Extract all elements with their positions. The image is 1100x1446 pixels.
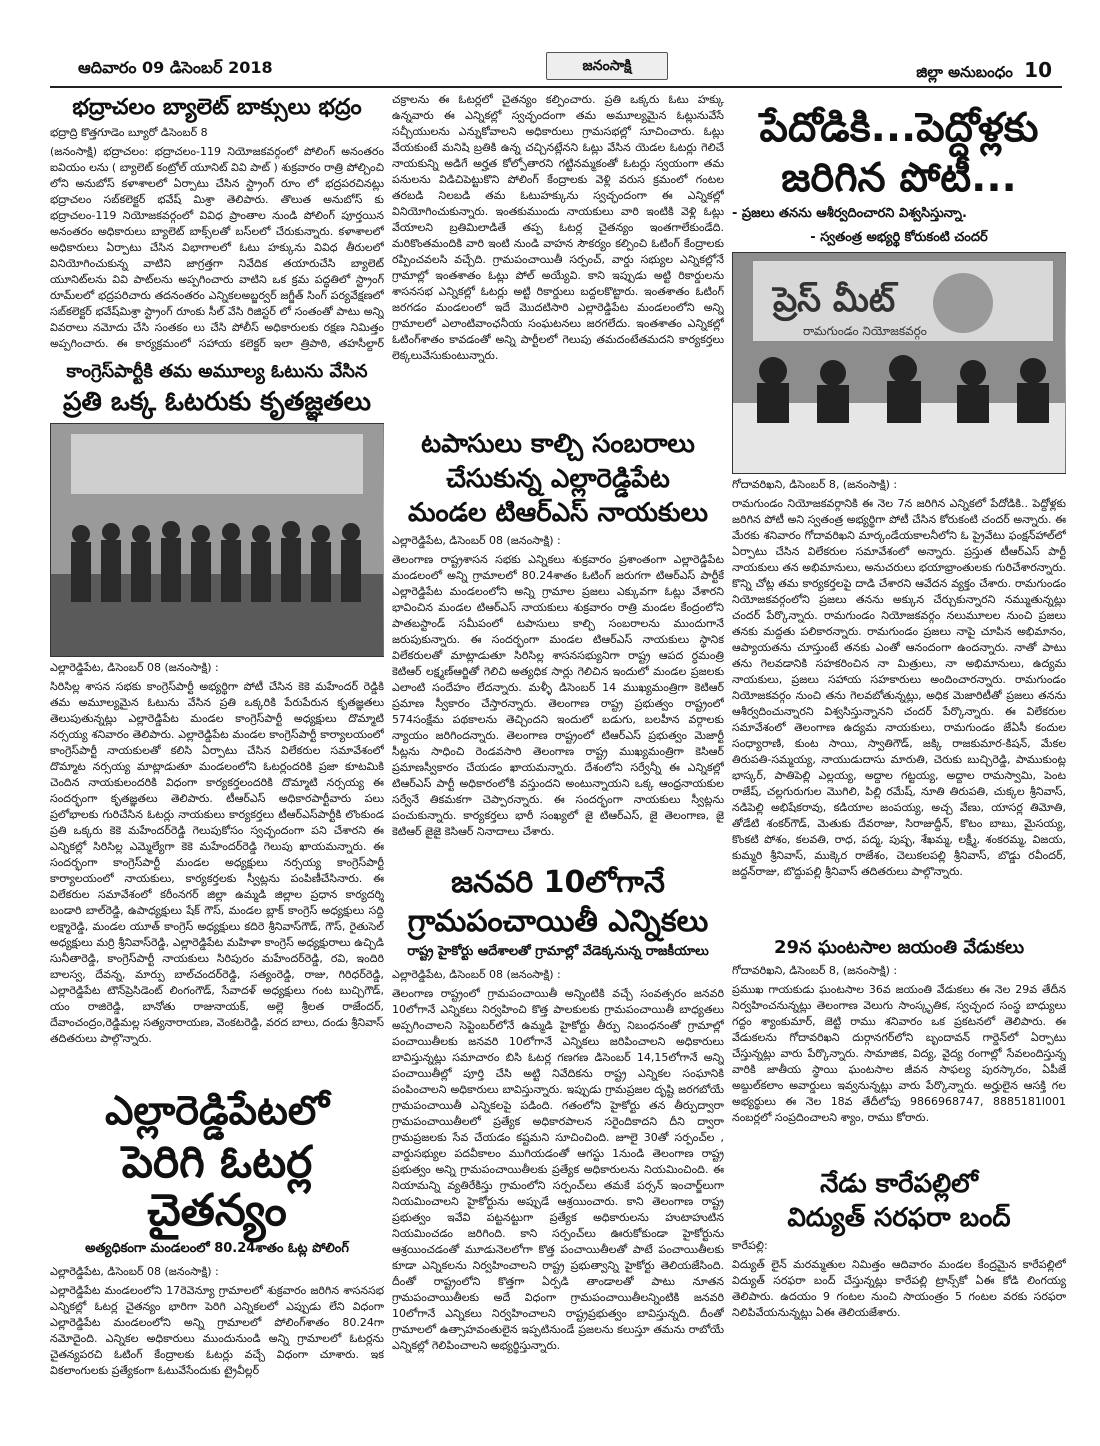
headline-crackers-2: చేసుకున్న ఎల్లారెడ్డిపేట [446,463,670,494]
banner-text: ప్రెస్ మీట్ [773,280,896,320]
pull-quote: - ప్రజలు తనను ఆశీర్వదించారని విశ్వసిస్తున్నా. [732,206,967,221]
kicker: కాంగ్రెస్‌పార్టీకి తమ అమూల్య ఓటును వేసిన [66,361,368,383]
article-body: విద్యుత్ లైన్ మరమ్మతుల నిమిత్తం ఆదివారం మండల కేంద్రమైన కారేపల్లిలో విద్యుత్ సరఫరా బంద్ చేస్తున్నట్లు కారేపల్లి ట్రాన్స్‌కో ఏఈ కోడి లింగయ్య తెలిపారు. ఉదయం 9 గంటల నుంచి సాయంత్రం 5 గంటల వరకు సరఫరా నిలిపివేయనున్నట్లు ఏఈ తెలియజేశారు. [732,1257,1066,1319]
photo-congress-group [50,423,384,657]
photo-press-meet [732,252,1066,474]
dateline: కారేపల్లి: [732,1238,768,1252]
article-body: ప్రముఖ గాయకుడు ఘంటసాల 36వ జయంతి వేడుకలు ఈ నెల 29వ తేదీన నిర్వహించనున్నట్లు తెలంగాణ వెలుగు సాంస్కృతిక, స్వచ్ఛంద సంస్థ బాధ్యులు గద్దం శ్యాంకుమార్, జెట్టి రాము శనివారం ఒక ప్రకటనలో తెలిపారు. ఈ వేడుకలను గోదావరిఖని దుర్గానగర్‌లోని బృందావన్ గార్డెన్‌లో ఏర్పాటు చేస్తున్నట్లు వారు పేర్కొన్నారు. సామాజిక, విద్య, వైద్య రంగాల్లో సేవలందిస్తున్న వారికి జాతీయ స్థాయి ఘంటసాల జీవన సాఫల్య పురస్కారం, ఏపీజే అబ్దుల్‌కలాం అవార్డులు ఇవ్వనున్నట్లు వారు పేర్కొన్నారు. అర్హులైన ఆసక్తి గల అభ్యర్థులు ఈ నెల 18వ తేదీలోపు 9866968747, 8885181l001 నంబర్లలో సంప్రదించాలని శ్యాం, రాము కోరారు. [732,982,1066,1124]
headline-voter-awareness: పెరిగి ఓటర్ల చైతన్యం [121,1136,313,1236]
subheadline: అత్యధికంగా మండలంలో 80.24శాతం ఓట్ల పోలింగ్ [85,1241,349,1257]
headline-ghantasala: 29న ఘంటసాల జయంతి వేడుకలు [773,937,1025,958]
headline-power-cut-2: విద్యుత్ సరఫరా బంద్ [787,1203,1011,1234]
headline-panchayat-elections: గ్రామపంచాయితీ ఎన్నికలు [407,903,709,939]
dateline: గోదావరిఖని, డిసెంబర్ 8, (జనంసాక్షి) : [732,963,898,977]
headline-poor-vs-rich-2: జరిగిన పోటీ... [781,155,1017,201]
headline-power-cut-1: నేడు కారేపల్లిలో [820,1168,978,1199]
dateline: గోదావరిఖని, డిసెంబర్ 8, (జనంసాక్షి) : [732,478,898,491]
headline-poor-vs-rich-1: పేదోడికి...పెద్దోళ్లకు [759,105,1039,151]
issue-date: ఆదివారం 09 డిసెంబర్ 2018 [78,58,273,77]
section-name: జిల్లా అనుబంధం [916,63,1013,81]
dateline: ఎల్లారెడ్డిపేట, డిసెంబర్ 08 (జనంసాక్షి) : [50,1265,219,1279]
article-body: రామగుండం నియోజకవర్గానికి ఈ నెల 7న జరిగిన ఎన్నికలో పేదోడికి.. పెద్దోళ్లకు జరిగిన పోటీ అని స్వతంత్ర అభ్యర్థిగా పోటీ చేసిన కోరుకంటి చందర్ అన్నారు. ఈ మేరకు శనివారం గోదావరిఖని మార్కండేయకాలనీలోని ఓ ప్రైవేటు ఫంక్షన్‌హాల్‌లో ఏర్పాటు చేసిన విలేకరుల సమావేశంలో అన్నారు. ప్రస్తుత టీఆర్‌ఎస్ పార్టీ నాయకులు తన అభిమానులు, అనుచరులు భయాభ్రాంతులకు గురిచేశారన్నారు. కొన్ని చోట్ల తమ కార్యకర్తలపై దాడి చేశారని ఆవేదన వ్యక్తం చేశారు. రామగుండం నియోజకవర్గంలోని ప్రజలు తనను అక్కున చేర్చుకున్నారని నమ్ముతున్నట్లు చందర్ పేర్కొన్నారు. రామగుండం నియోజకవర్గం నలుమూలల నుంచి ప్రజలు తనకు మద్దతు పలికారన్నారు. రామగుండం ప్రజలు నాపై చూపిన అభిమానం, ఆప్యాయతను చూస్తుంటే తనకు ఎంతో ఆనందంగా ఉందన్నారు. నాతో పాటు తను గెలవడానికి సహకరించిన నా మిత్రులు, నా అభిమానులు, ఉద్యమ నాయకులు, ప్రజలు సహాయ సహకారులు అందించారన్నారు. రామగుండం నియోజకవర్గం నుంచి తను గెలవబోతున్నట్లు, అధిక మెజారిటీతో ప్రజలు తనను ఆశీర్వదించున్నారని విశ్వసిస్తున్నానని చందర్ పేర్కొన్నారు. ఈ విలేకరుల సమావేశంలో తెలంగాణ ఉద్యమ నాయకులు, రామగుండం జేఏసీ కందుల సంధ్యారాణి, కుంట సాయి, స్వాతిగౌడ్, జక్కి రాజకుమార-కిషన్, మేకల తిరుపతి-సమ్మయ్య, నాయుడుదాసు మారుతి, చెరుకు బుచ్చిరెడ్డి, పాముకుంట్ల భాస్కర్, పాతిపెల్లి ఎల్లయ్య, అద్దాల గట్టయ్య, అద్దాల రామస్వామి, పెంట రాజేష్, చల్లగురుగుల మొగిలి, పిల్లి రమేష్, నూతి తిరుపతి, చుక్కల శ్రీనివాస్, నడిపెల్లి అభిషేకరావు, కడియాల జంపయ్య, అచ్చ వేణు, యాసర్ల తిమోతి, తోడేటి శంకర్‌గౌడ్, మెతుకు దేవరాజు, సిరాజుద్దీన్, కొటం బాబు, మైసయ్య, కొంకటి పోశం, కలవతి, రాధ, పద్మ, పుష్ప, శేఖమ్మ, లక్ష్మీ, శంకరమ్మ, విజయ, కుమ్మరి శ్రీనివాస్, ముక్కెర రాజేశం, చెలుకలపల్లి శ్రీనివాస్, బొడ్డు రవీందర్, జద్దన్‌రాజు, బొద్దుపల్లి శ్రీనివాస్ తదితరులు పాల్గొన్నారు. [732,497,1066,878]
column-3 [732,92,1066,1341]
page-header [50,52,1062,88]
banner-subtext: రామగుండం నియోజకవర్గం [803,324,927,338]
headline-crackers-3: మండల టిఆర్ఎస్ నాయకులు [408,498,708,529]
headline-bhadrachalam: భద్రాచలం బ్యాలెట్ బాక్సులు భద్రం [72,95,362,120]
headline-yellareddypet: ఎల్లారెడ్డిపేటలో [104,1087,330,1134]
dateline: భద్రాద్రి కొత్తగూడెం బ్యూరో డిసెంబర్ 8 [50,126,208,140]
article-body: సిరిసిల్ల శాసన సభకు కాంగ్రెస్‌పార్టీ అభ్యర్థిగా పోటీ చేసిన కెకె మహేందర్ రెడ్డికి తమ అమూల్యమైన ఓటును వేసిన ప్రతి ఒక్కరికి పేరుపేరున కృతజ్ఞతలు తెలుపుతున్నట్లు ఎల్లారెడ్డిపేట మండల కాంగ్రెస్‌పార్టీ అధ్యక్షులు దొమ్మాటి నర్సయ్య శనివారం తెలిపారు. ఎల్లారెడ్డిపేట మండల కాంగ్రెస్‌పార్టీ కార్యాలయంలో కాంగ్రెస్‌పార్టీ నాయకులతో కలిసి ఏర్పాటు చేసిన విలేకరుల సమావేశంలో దొమ్మాట నర్సయ్య మాట్లాడుతూ మండలంలోని ఓటర్లందరికి ప్రజా కూటమికి చెందిన నాయకులందరికి విధంగా కార్యకర్తలందరికి దొమ్మాటి నర్సయ్య ఈ సందర్భంగా కృతజ్ఞతలు తెలిపారు. టీఆర్‌ఎస్ అధికారపార్టీవారు పలు ప్రలోభాలకు గురిచేసిన ఓటర్లు నాయకులు కార్యకర్తలు టీఆర్‌ఎస్‌పార్టీకి లొంకుండ ప్రతి ఒక్కరు కెకె మహేందర్‌రెడ్డి గెలుపుకోసం స్వచ్ఛందంగా పని చేశారని ఈ ఎన్నికల్లో సిరిసిల్ల ఎమ్మెల్యేగా కెకె మహేందర్‌రెడ్డి గెలుపు ఖాయమన్నారు. ఈ సందర్భంగా కాంగ్రెస్‌పార్టీ మండల అధ్యక్షులు నర్సయ్య కాంగ్రెస్‌పార్టీ కార్యాలయంలో నాయకులు, కార్యకర్తలకు స్వీట్లను పంపిణీచేసినారు. ఈ విలేకరుల సమావేశంలో కరీంనగర్ జిల్లా ఉమ్మడి జిల్లాల ప్రధాన కార్యదర్శి బండారి బాల్‌రెడ్డి, ఉపాధ్యక్షులు షేక్ గౌస్, మండల బ్లాక్ కాంగ్రెస్ అధ్యక్షులు సద్ది లక్ష్మారెడ్డి, మండల యూత్ కాంగ్రెస్ అధ్యక్షులు కదిరె శ్రీనివాస్‌గౌడ్, గౌస్, రైతుసెల్ అధ్యక్షులు మర్రి శ్రీనివాస్‌రెడ్డి, ఎల్లారెడ్డిపేట మహిళా కాంగ్రెస్ అధ్యక్షురాలు ఉచ్చిడి సునీతారెడ్డి, కాంగ్రెస్‌పార్టీ నాయకులు సిరిపురం మహేందర్‌రెడ్డి, రవి, ఇందిరి బాలస్వ, దేవన్న, మార్పు బాల్‌చందర్‌రెడ్డి, సత్యంరెడ్డి, రాజు, గిరిధర్‌రెడ్డి, ఎల్లారెడ్డిపేట టౌన్‌ప్రెసిడెంట్ లింగంగౌడ్, సేవాదళ్ అధ్యక్షులు గంట బుచ్చిగౌడ్, యం రాజిరెడ్డి, బానోతు రాజునాయక్, అల్లె శ్రీలత రాజేందర్, దేవాంచంద్రం,రెడ్డిమల్ల సత్యనారాయణ, వెంకటరెడ్డి, వరద బాలు, దండు శ్రీనివాస్ తదితరులు పాల్గొన్నారు. [50,679,384,1045]
dateline: ఎల్లారెడ్డిపేట, డిసెంబర్ 08 (జనంసాక్షి) : [392,967,561,981]
article-body: తెలంగాణ రాష్ట్రంలో గ్రామపంచాయితీ అన్నింటికి వచ్చే సంవత్సరం జనవరి 10లోగానే ఎన్నికలు నిర్వహించి కొత్త పాలకులకు గ్రామపంచాయితీ బాధ్యతలు అప్పగించాలని సెప్టెంబర్‌లోనే ఉమ్మడి హైకోర్టు తీర్పు నిబంధనంతో గ్రామాల్లో పంచాయితీలకు జనవరి 10లోగానే ఎన్నికలు జరిపించాలని అధికారులు బావిస్తున్నట్లు సమాచారం బిసి ఓటర్ల గణగణ డిసెంబర్ 14,15లోగానే అన్ని పంచాయితీల్లో పూర్తి చేసి అట్టి నివేదికను రాష్ట్ర ఎన్నికల సంఘానికి పంపించాలని అధికారులు బావిస్తున్నారు. ఇప్పుడు గ్రామప్రజల దృష్టి జరగబోయే గ్రామపంచాయితీ ఎన్నికలపై పడింది. గతంలోని హైకోర్టు తన తీర్పుద్వారా గ్రామపంచాయితీలలో ప్రత్యేక అధికారపాలన సరైందికాదని దీని ద్వారా గ్రామప్రజలకు సేవ చేయడం కష్టమని సూచించింది. జూలై 30తో సర్పంచ్‌ల , వార్డుసభ్యుల పదవీకాలం ముగియడంతో ఆగస్టు 1నుండి తెలంగాణ రాష్ట్ర ప్రభుత్వం అన్ని గ్రామపంచాయితీలకు ప్రత్యేక అధికారులను నియమించింది. ఈ నియామన్ని వ్యతిరేకిస్తు గ్రామంలోని సర్పంచ్‌లు తమకే పర్సన్ ఇంచార్జ్‌లుగా నియమించాలని హైకోర్టును అప్పుడే ఆశ్రయించారు. కాని తెలంగాణ రాష్ట్ర ప్రభుత్వం ఇవేవి పట్టనట్టుగా ప్రత్యేక అధికారులను హుటాహుటిన నియమించడం జరిగింది. కాని సర్పంచ్‌లు ఊరుకోకుండా హైకోర్టును ఆశ్రయించడంతో మూడునెలలోగా కొత్త పంచాయితీలతో పాటే పంచాయితీలకు కూడా ఎన్నికలను నిర్వహించాలని రాష్ట్ర ప్రభుత్వాన్ని హైకోర్టు తెలియజేసింది. దీంతో రాష్ట్రంలోని కొత్తగా ఏర్పడి తాండాలతో పాటు నూతన గ్రామపంచాయితీలకు అదే విధంగా గ్రామపంచాయితీలన్నింటికి జనవరి 10లోగానే ఎన్నికలు నిర్వహించాలని రాష్ట్రప్రభుత్వం బావిస్తున్నది. దీంతో గ్రామాలలో ఉత్సాహవంతులైన ఇప్పటినుండే ప్రజలను కలుస్తూ తమను రాబోయే ఎన్నికల్లో గెలిపించాలని అభ్యర్థిస్తున్నారు. [392,986,724,1352]
page-label [916,58,1052,85]
article-body: (జనంసాక్షి) భద్రాచలం: భద్రాచలం-119 నియోజకవర్గంలో పోలింగ్ అనంతరం ఐవియం లను ( బ్యాలెట్ కంట్రోల్ యూనిట్ వివి పాట్ ) శుక్రవారం రాత్రి పోల్చించి లోని అనుబోస్ కళాశాలలో ఏర్పాటు చేసిన స్ట్రాంగ్ రూం లో భద్రపరచినట్లు భద్రాచలం సబ్‌కలెక్టర్ భవేష్ మిశ్రా తెలిపారు. తొలుత అనుబోస్ కు భద్రాచలం-119 నియోజకవర్గంలో వివిధ ప్రాంతాల నుండి పోలింగ్ పూర్తయిన అనంతరం అధికారులు బ్యాలెట్ బాక్స్‌లతో బస్‌లలో చేరుకున్నారు. కళాశాలలో అధికారులు ఏర్పాటు చేసిన విభాగాలలో ఓటు హక్కును వివిధ తీరులలో వినియోగించుకున్న వాటిని జాగ్రత్తగా నివేదిక తయారుచేసి బ్యాలెట్ యూనిట్‌లను వివి పాట్‌లను అప్పగించారు వాటిని ఒక క్రమ పద్ధతిలో స్ట్రాంగ్ రూమ్‌లలో భద్రపరిచారు తదనంతరం ఎన్నికలఅబ్జర్వర్ జగ్జీత్ సింగ్ పర్యవేక్షణలో సబ్‌కలెక్టర్ భవేష్‌మిశ్రా స్ట్రాంగ్ రూంకు సీల్ వేసి రిజిస్టర్ లో సంతంతో పాటు అన్ని వివరాలు నమోదు చేసి సంతకం లు చేసి పోలీస్ అధికారులకు రక్షణ నిమిత్తం అప్పగించారు. ఈ కార్యక్రమంలో సహాయ కలెక్టర్ ఇలా త్రిపాఠి, తహసీల్దార్ [50,145,384,351]
masthead-logo: జనంసాక్షి [546,52,668,80]
headline-january-10: జనవరి 10లోగానే [451,864,665,900]
article-body-continued: చక్రాలను ఈ ఓటర్లలో చైతన్యం కల్పించారు. ప్రతి ఒక్కరు ఓటు హక్కు ఉన్నవారు ఈ ఎన్నికల్లో స్వచ్ఛందంగా తమ అమూల్యమైన ఓట్లునువేసే సచ్చీయులను ఎన్నుకోవాలని అధికారులు గ్రామసభల్లో సూచించారు. ఓట్లు వేయకుంటే మనిషి బ్రతికి ఉన్న చచ్చినట్లేనని ఓట్లు వేసిన యెడల ఓటర్లు గెలిచే నాయకున్ని అడిగే అర్హత కోల్పోతారని గట్టినమ్మకంతో ఓటర్లు స్వయంగా తమ పనులను విడిచిపెట్టుకొని పోలింగ్ కేంద్రాలకు వెళ్లి వరుస క్రమంలో గంటల తరబడి నిలబడి తమ ఓటుహక్కును స్వచ్ఛందంగా ఈ ఎన్నికల్లో వినియోగించుకున్నారు. ఇంతకుముందు నాయకులు వారి ఇంటికి వెళ్లి ఓట్లు వేయాలని బ్రతిమిలాడితే తప్ప ఓటర్ల చైతన్యం ఇంతగాలేకుండేది. మరికొంతమందికి వారి ఇంటి నుండి వాహన సౌకర్యం కల్పించి ఓటింగ్ కేంద్రాలకు రప్పించవలసి వచ్చేది. గ్రామపంచాయితీ సర్పంచ్, వార్డు సభ్యుల ఎన్నికల్లోనే గ్రామాల్లో ఇంతశాతం ఓట్లు పోల్ అయ్యేవి. కాని ఇప్పుడు అట్టి రికార్డులను శాసనసభ ఎన్నికల్లో ఓటర్లు అట్టి రికార్డులు బద్దలకొట్టారు. ఇంతశాతం ఓటింగ్ జరగడం మండలంలో ఇదే మొదటిసారి ఎల్లారెడ్డిపేట మండలంలోని అన్ని గ్రామాలలో ఎలాంటివాంఛనీయ సంఘటనలు జరగలేదు. ఇంతశాతం ఎన్నికల్లో ఓటింగ్‌శాతం కావడంతో అన్ని పార్టీలలో గెలుపు తమదంటేతమదని కార్యకర్తలు లెక్కలువేసుకుంటున్నారు. [392,93,724,362]
headline-thanks: ప్రతి ఒక్క ఓటరుకు కృతజ్ఞతలు [62,386,372,417]
headline-crackers-1: టపాసులు కాల్చి సంబరాలు [421,429,695,459]
pull-quote-attribution: - స్వతంత్ర అభ్యర్థి కోరుకంటి చందర్ [810,230,988,245]
page-number: 10 [1024,58,1052,82]
column-2 [392,92,724,1366]
column-1 [50,92,384,1379]
dateline: ఎల్లారెడ్డిపేట, డిసెంబర్ 08 (జనంసాక్షి) : [392,533,561,547]
press-meet-image [733,253,1065,473]
article-body: ఎల్లారెడ్డిపేట మండలంలోని 17రెవెన్యూ గ్రామాలలో శుక్రవారం జరిగిన శాసనసభ ఎన్నికల్లో ఓటర్ల చైతన్యం భారిగా పెరిగి ఎన్నికలలో ఎప్పుడు లేని విధంగా ఎల్లారెడ్డిపేట మండలంలోని అన్ని గ్రామాలలో పోలింగ్‌శాతం 80.24గా నమోదైంది. ఎన్నికల అధికారులు ముందునుండి అన్ని గ్రామాలలో ఓటర్లను చైతన్యపరచి ఓటింగ్ కేంద్రాలకు ఓటర్లు వచ్చే విధంగా చూశారు. ఇక వికలాంగులకు ప్రత్యేకంగా ఓటువేసేందుకు ట్రైవీల్లర్ [50,1284,384,1378]
group-photo-image [51,424,383,656]
article-body: తెలంగాణ రాష్ట్రశాసన సభకు ఎన్నికలు శుక్రవారం ప్రశాంతంగా ఎల్లారెడ్డిపేట మండలంలో అన్ని గ్రామాలలో 80.24శాతం ఓటింగ్ జరుగగా టిఆర్‌ఎస్ పార్టీకే ఎల్లారెడ్డిపేట మండలంలోని అన్ని గ్రామాల ప్రజలు ఎక్కువగా ఓట్లు వేశారని భావించిన మండల టిఆర్‌ఎస్ నాయకులు శుక్రవారం రాత్రి మండల కేంద్రంలోని పాతబస్టాండ్ సమీపంలో టపాసులు కాల్చి సంబరాలను ముందుగానే జరుపుకున్నారు. ఈ సందర్భంగా మండల టిఆర్‌ఎస్ నాయకులు స్థానిక విలేకరులతో మాట్లాడుతూ సిరిసిల్ల శాసనసభ్యునిగా రాష్ట్ర ఆపద ర్ధమంత్రి కెటిఆర్ లక్ష్మణ్‌ఆర్జితో గెలిచి అత్యధిక సార్లు గెలిచిన ఇందులో మండల ప్రజలకు ఎలాంటి సందేహం లేదన్నారు. మళ్ళీ డిసెంబర్ 14 ముఖ్యమంత్రిగా కెటిఆర్ ప్రమాణ స్వీకారం చేస్తారన్నారు. తెలంగాణ రాష్ట్ర ప్రభుత్వం రాష్ట్రంలో 574సంక్షేమ పథకాలను తెచ్చిందని ఇందులో బడుగు, బలహీన వర్గాలకు న్యాయం జరిగిందన్నారు. తెలంగాణ రాష్ట్రంలో టిఆర్‌ఎస్ ప్రభుత్వం మెజార్టీ సీట్లను సాధించి రెండవసారి తెలంగాణ రాష్ట్ర ముఖ్యమంత్రిగా కెసిఆర్ ప్రమాణస్వీకారం చేయడం ఖాయమన్నారు. దేశంలోని సర్వేన్నీ ఈ ఎన్నికల్లో టిఆర్‌ఎస్ పార్టీ అధికారంలోకి వస్తుందని అంటున్నాయని ఒక్క ఆంధ్రనాయకుల సర్వేనే తికమకగా చెప్పారన్నారు. ఈ సందర్భంగా నాయకులు స్వీట్లను పంచుకున్నారు. కార్యకర్తలు భారీ సంఖ్యలో జై టిఆర్‌ఎస్, జై తెలంగాణ, జై కెటిఆర్ జైజై కెసిఆర్ నినాదాలు చేశారు. [392,552,724,838]
dateline: ఎల్లారెడ్డిపేట, డిసెంబర్ 08 (జనంసాక్షి) : [50,660,219,674]
subheadline: రాష్ట్ర హైకోర్టు ఆదేశాలతో గ్రామాల్లో వేడెక్కనున్న రాజకీయాలు [407,943,709,959]
